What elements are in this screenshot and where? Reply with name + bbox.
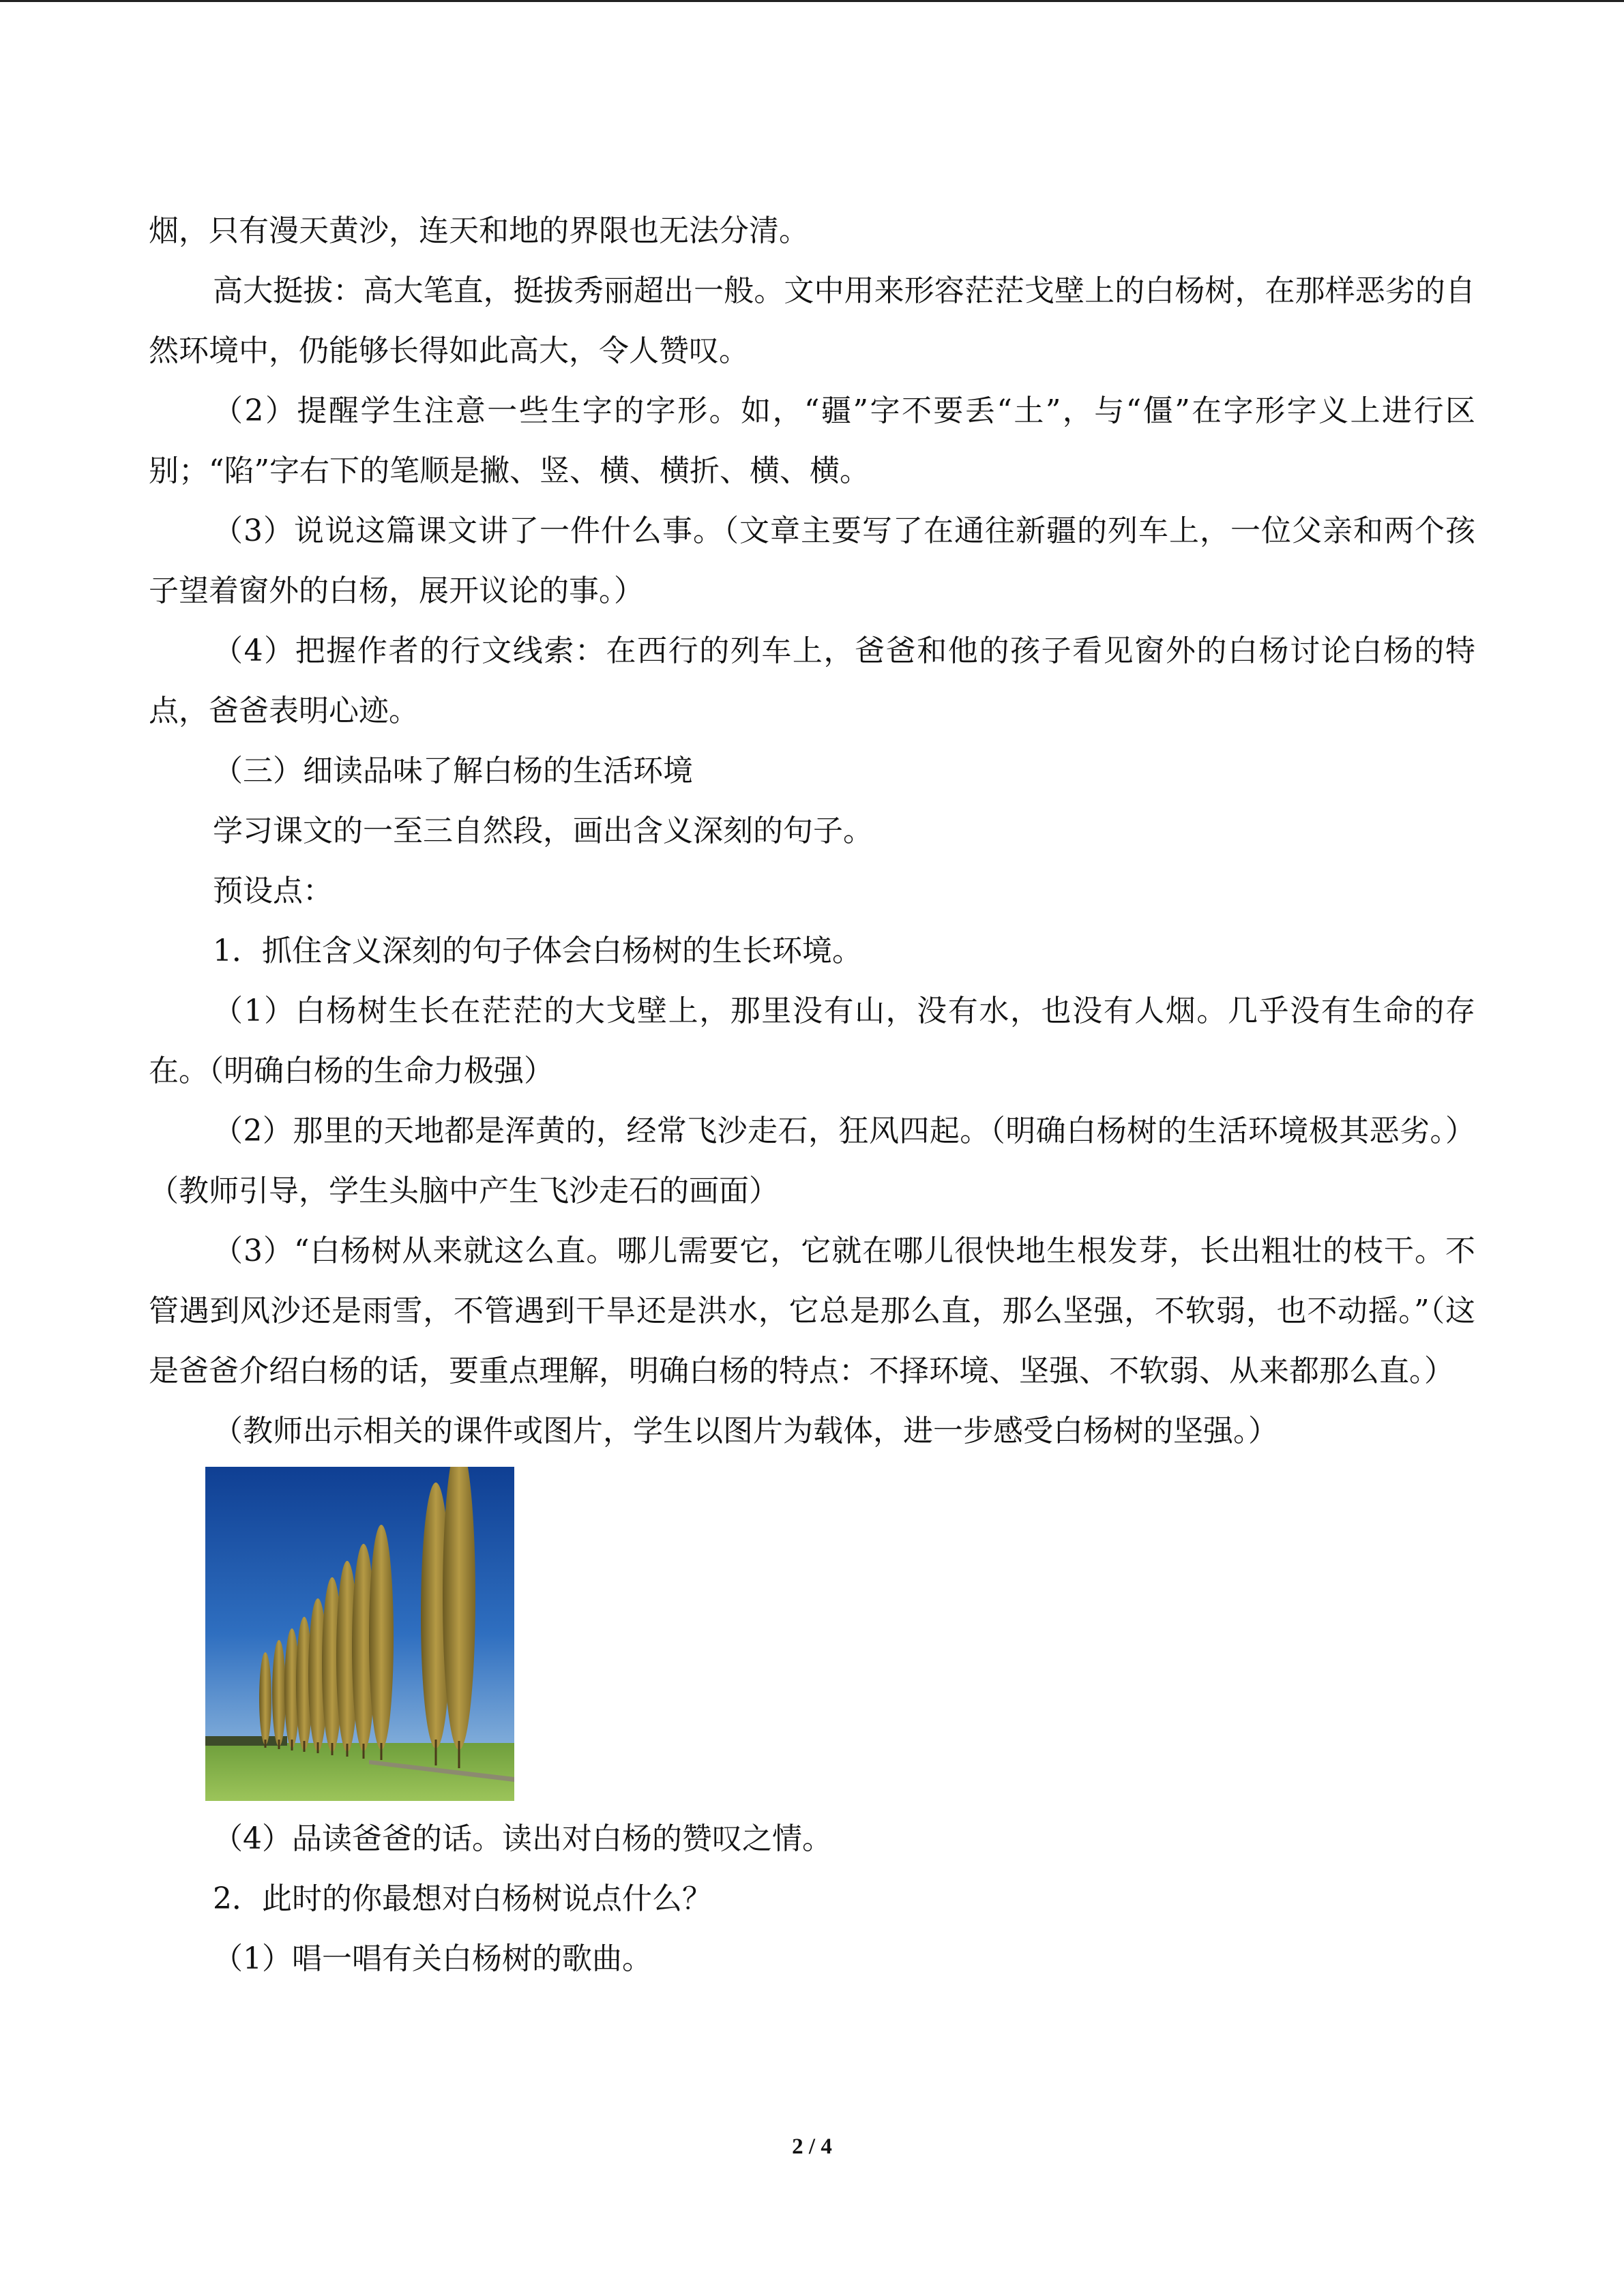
paragraph: （2）那里的天地都是浑黄的，经常飞沙走石，狂风四起。（明确白杨树的生活环境极其恶劣。）（教师引导，学生头脑中产生飞沙走石的画面） [149,1114,1475,1208]
paragraph: （3）“白杨树从来就这么直。哪儿需要它，它就在哪儿很快地生根发芽，长出粗壮的枝干。不管遇到风沙还是雨雪，不管遇到干旱还是洪水，它总是那么直，那么坚强，不软弱，也不动摇。”（这是爸爸介绍白杨的话，要重点理解，明确白杨的特点：不择环境、坚强、不软弱、从来都那么直。） [149,1234,1475,1388]
paragraphs-after-photo [149,1809,1475,1989]
paragraph: 2．此时的你最想对白杨树说点什么？ [213,1881,712,1916]
page-top-border [0,0,1624,2]
paragraph: （教师出示相关的课件或图片，学生以图片为载体，进一步感受白杨树的坚强。） [213,1414,1278,1448]
paragraph: （三）细读品味了解白杨的生活环境 [213,754,693,788]
paragraph: 学习课文的一至三自然段，画出含义深刻的句子。 [213,814,873,848]
poplar-trees-image [205,1467,514,1801]
paragraph: 高大挺拔：高大笔直，挺拔秀丽超出一般。文中用来形容茫茫戈壁上的白杨树，在那样恶劣的自然环境中，仍能够长得如此高大，令人赞叹。 [149,273,1475,368]
paragraph: （3）说说这篇课文讲了一件什么事。（文章主要写了在通往新疆的列车上，一位父亲和两个孩子望着窗外的白杨，展开议论的事。） [149,513,1475,608]
paragraph: （4）品读爸爸的话。读出对白杨的赞叹之情。 [213,1821,832,1856]
poplar-photo [205,1467,514,1801]
paragraph: （1）白杨树生长在茫茫的大戈壁上，那里没有山，没有水，也没有人烟。几乎没有生命的存在。（明确白杨的生命力极强） [149,994,1475,1088]
paragraph: 预设点： [213,874,333,908]
paragraph: （1）唱一唱有关白杨树的歌曲。 [213,1941,652,1976]
paragraphs-before-photo [149,201,1475,1461]
paragraph: 烟，只有漫天黄沙，连天和地的界限也无法分清。 [149,213,809,248]
page-number: 2 / 4 [792,2134,832,2159]
paragraph: （4）把握作者的行文线索：在西行的列车上，爸爸和他的孩子看见窗外的白杨讨论白杨的特点，爸爸表明心迹。 [149,633,1475,728]
paragraph: 1．抓住含义深刻的句子体会白杨树的生长环境。 [213,934,862,968]
document-body [149,201,1475,1989]
paragraph: （2）提醒学生注意一些生字的字形。如，“疆”字不要丢“土”，与“僵”在字形字义上进行区别；“陷”字右下的笔顺是撇、竖、横、横折、横、横。 [149,393,1475,488]
